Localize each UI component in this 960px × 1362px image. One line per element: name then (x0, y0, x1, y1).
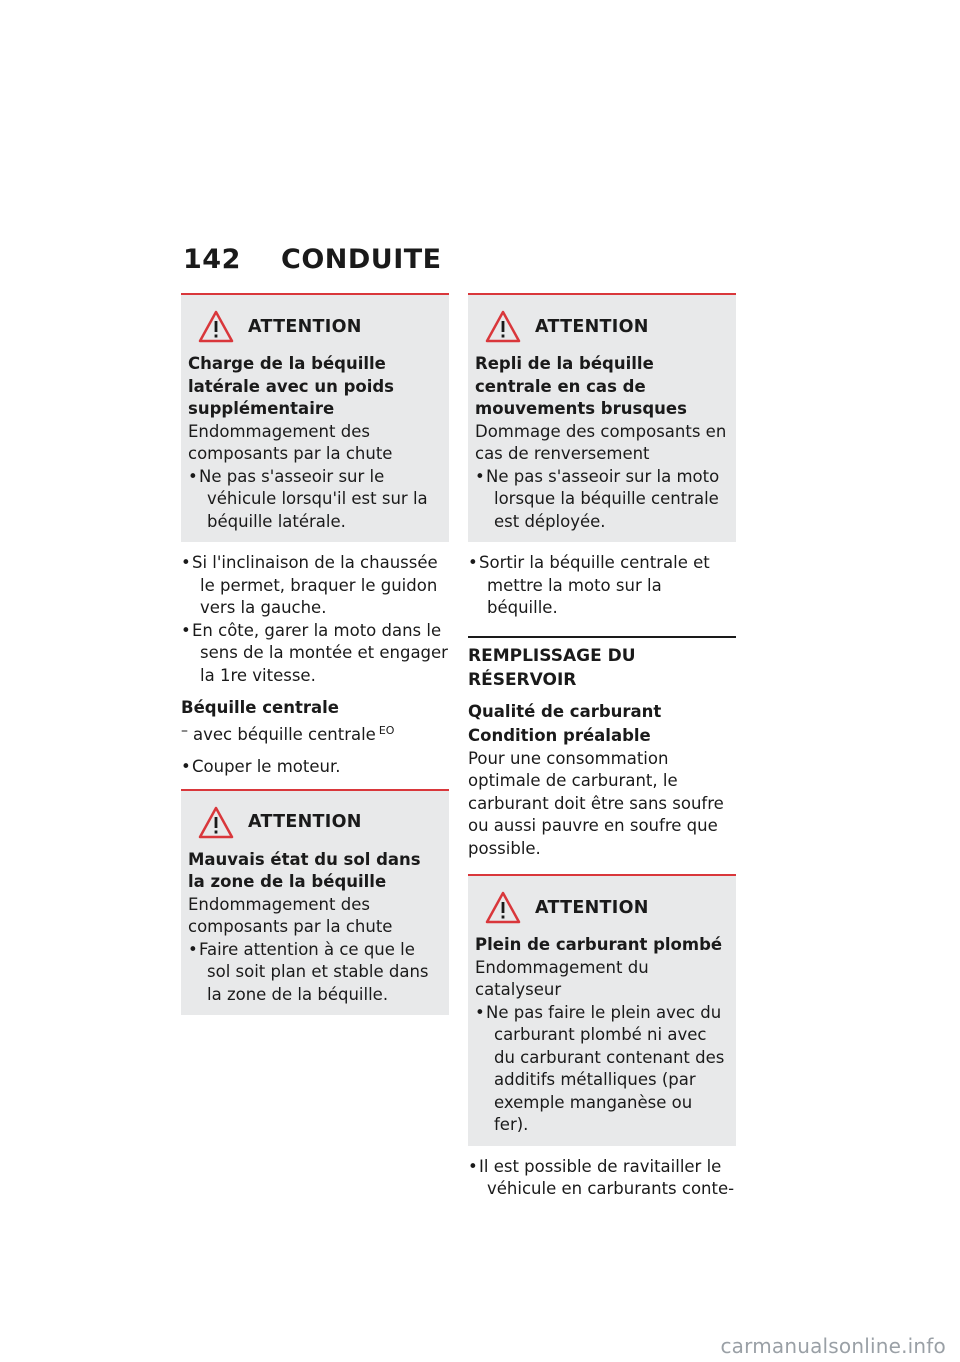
warning-triangle-icon (485, 891, 521, 924)
warning-box (468, 293, 736, 542)
warning-bullet: • Ne pas s'asseoir sur la moto lorsque la béquille centrale est déployée. (475, 466, 729, 534)
warning-triangle-icon (198, 310, 234, 343)
warning-bullet: • Ne pas s'asseoir sur le véhicule lorsqu'il est sur la béquille latérale. (188, 466, 442, 534)
option-superscript: EO (378, 723, 395, 737)
warning-box (468, 874, 736, 1146)
warning-header (475, 310, 729, 343)
warning-box (181, 293, 449, 542)
page-header (183, 244, 442, 275)
option-line (181, 720, 449, 747)
list-item: • Sortir la béquille centrale et mettre la moto sur la béquille. (468, 552, 736, 620)
warning-bullet: • Faire attention à ce que le sol soit plan et stable dans la zone de la béquille. (188, 939, 442, 1007)
option-text: avec béquille centrale (193, 724, 376, 744)
warning-header (475, 891, 729, 924)
warning-triangle-icon (485, 310, 521, 343)
subsection-title: Condition préalable (468, 725, 651, 745)
warning-title: ATTENTION (248, 812, 362, 832)
warning-bullet: • Ne pas faire le plein avec du carburant plombé ni avec du carburant contenant des additifs métalliques (par exemple manganèse ou fer). (475, 1002, 729, 1137)
list-item: • Couper le moteur. (181, 756, 449, 779)
watermark: carmanualsonline.info (720, 1334, 946, 1358)
warning-title: ATTENTION (535, 316, 649, 337)
warning-header (188, 806, 442, 839)
list-item: • En côte, garer la moto dans le sens de la montée et engager la 1re vitesse. (181, 620, 449, 688)
warning-title: ATTENTION (535, 897, 649, 918)
right-column (468, 293, 736, 1201)
warning-body: Endommagement des composants par la chute (188, 894, 393, 936)
warning-body: Endommagement du catalyseur (475, 957, 649, 999)
warning-heading: Mauvais état du sol dans la zone de la béquille (188, 849, 421, 891)
subsection-title: Qualité de carburant (468, 701, 662, 721)
list-item: • Si l'inclinaison de la chaussée le permet, braquer le guidon vers la gauche. (181, 552, 449, 620)
warning-heading: Plein de carburant plombé (475, 935, 723, 954)
warning-body: Endommagement des composants par la chute (188, 421, 393, 463)
chapter-title: CONDUITE (281, 244, 442, 275)
paragraph: Pour une consommation optimale de carburant, le carburant doit être sans soufre ou aussi pauvre en soufre que possible. (468, 748, 724, 858)
section-heading: REMPLISSAGE DU RÉSERVOIR (468, 636, 736, 692)
warning-heading: Charge de la béquille latérale avec un poids supplémentaire (188, 354, 395, 418)
warning-heading: Repli de la béquille centrale en cas de mouvements brusques (475, 354, 687, 418)
warning-body: Dommage des composants en cas de renversement (475, 421, 727, 463)
warning-header (188, 310, 442, 343)
left-column (181, 293, 449, 1025)
warning-title: ATTENTION (248, 316, 362, 337)
section-title: Béquille centrale (181, 698, 339, 717)
list-item: • Il est possible de ravitailler le véhicule en carburants conte- (468, 1156, 736, 1201)
page-number: 142 (183, 244, 241, 275)
warning-box (181, 789, 449, 1016)
warning-triangle-icon (198, 806, 234, 839)
